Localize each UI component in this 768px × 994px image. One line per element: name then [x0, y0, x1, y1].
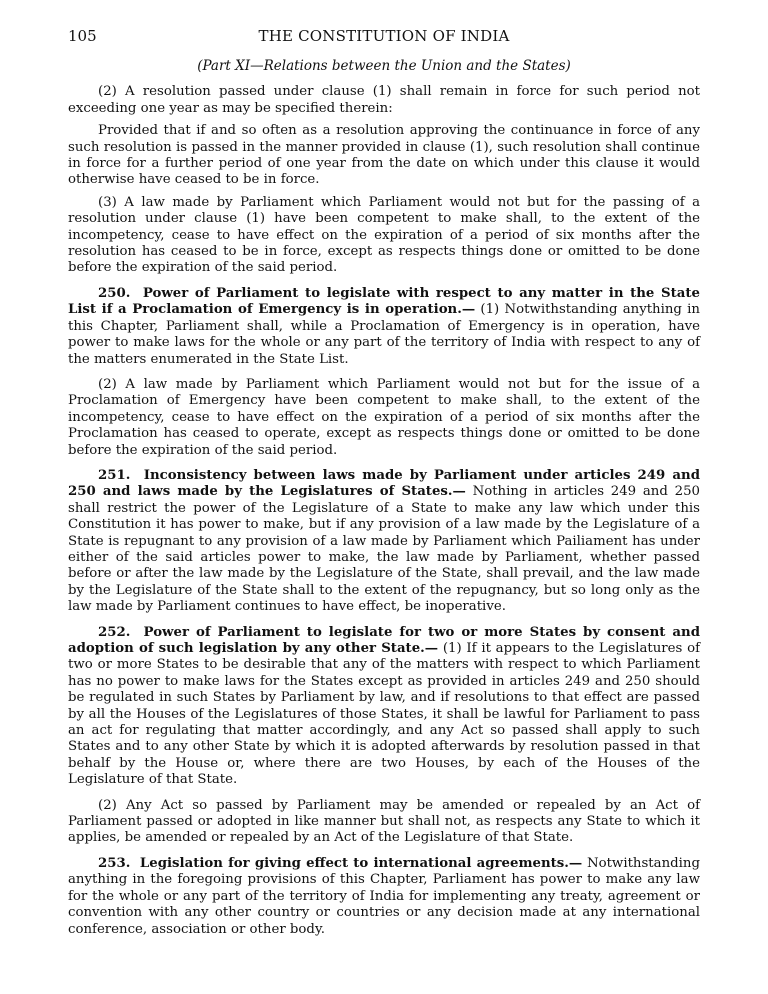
article-252 [68, 625, 700, 789]
article-number: 253. [98, 855, 131, 871]
article-number: 251. [98, 467, 131, 483]
article-252-clause-2: (2) Any Act so passed by Parliament may be amended or repealed by an Act of Parliament passed or adopted in like manner but shall not, as respects any State to which it applies, be amended or repealed by an Act of the Legislature of that State. [68, 797, 700, 846]
article-number: 252. [98, 624, 131, 640]
article-250 [68, 286, 700, 368]
running-title: THE CONSTITUTION OF INDIA [258, 27, 510, 45]
clause-3-law-cessation: (3) A law made by Parliament which Parliament would not but for the passing of a resolution under clause (1) have been competent to make shall, to the extent of the incompetency, cease to have effect on the expiration of a period of six months after the resolution has ceased to be in force, except as respects things done or omitted to be done before the expiration of the said period. [68, 194, 700, 276]
article-heading: Power of Parliament to legislate for two or more States by consent and adoption of such legislation by any other State.— [68, 624, 700, 656]
part-subheader: (Part XI—Relations between the Union and the States) [197, 58, 571, 74]
article-253 [68, 856, 700, 938]
article-250-clause-2: (2) A law made by Parliament which Parliament would not but for the issue of a Proclamation of Emergency have been competent to make shall, to the extent of the incompetency, cease to have effect on the expiration of a period of six months after the Proclamation has ceased to operate, except as respects things done or omitted to be done before the expiration of the said period. [68, 376, 700, 458]
clause-2-resolution-duration: (2) A resolution passed under clause (1) shall remain in force for such period not exceeding one year as may be specified therein: [68, 84, 700, 116]
article-text: Notwithstanding anything in the foregoing provisions of this Chapter, Parliament has power to make any law for the whole or any part of the territory of India for implementing any treaty, agreement or convention with any other country or countries or any decision made at any international conference, association or other body. [68, 855, 700, 937]
article-text: (1) If it appears to the Legislatures of two or more States to be desirable that any of the matters with respect to which Parliament has no power to make laws for the States except as provided in articles 249 and 250 should be regulated in such States by Parliament by law, and if resolutions to that effect are passed by all the Houses of the Legislatures of those States, it shall be lawful for Parliament to pass an act for regulating that matter accordingly, and any Act so passed shall apply to such States and to any other State by which it is adopted afterwards by resolution passed in that behalf by the House or, where there are two Houses, by each of the Houses of the Legislature of that State. [68, 641, 700, 788]
page-header [68, 26, 700, 46]
page-number: 105 [68, 27, 97, 45]
article-text: (1) Notwithstanding anything in this Chapter, Parliament shall, while a Proclamation of Emergency is in operation, have power to make laws for the whole or any part of the territory of India with respect to any of the matters enumerated in the State List. [68, 302, 700, 367]
article-heading: Inconsistency between laws made by Parliament under articles 249 and 250 and laws made by the Legislatures of States.— [68, 467, 700, 500]
article-text: Nothing in articles 249 and 250 shall restrict the power of the Legislature of a State to make any law which under this Constitution it has power to make, but if any provision of a law made by the Legislature of a State is repugnant to any provision of a law made by Parliament which Pailiament has under either of the said articles power to make, the law made by Parliament, whether passed before or after the law made by the Legislature of the State, shall prevail, and the law made by the Legislature of the State shall to the extent of the repugnancy, but so long only as the law made by Parliament continues to have effect, be inoperative. [68, 484, 700, 615]
article-251 [68, 468, 700, 616]
document-body [68, 84, 700, 938]
proviso-continuance: Provided that if and so often as a resolution approving the continuance in force of any such resolution is passed in the manner provided in clause (1), such resolution shall continue in force for a further period of one year from the date on which under this clause it would otherwise have ceased to be in force. [68, 123, 700, 188]
article-number: 250. [98, 285, 131, 301]
article-heading: Power of Parliament to legislate with respect to any matter in the State List if a Proclamation of Emergency is in operation.— [68, 285, 700, 318]
article-heading: Legislation for giving effect to international agreements.— [139, 855, 583, 871]
